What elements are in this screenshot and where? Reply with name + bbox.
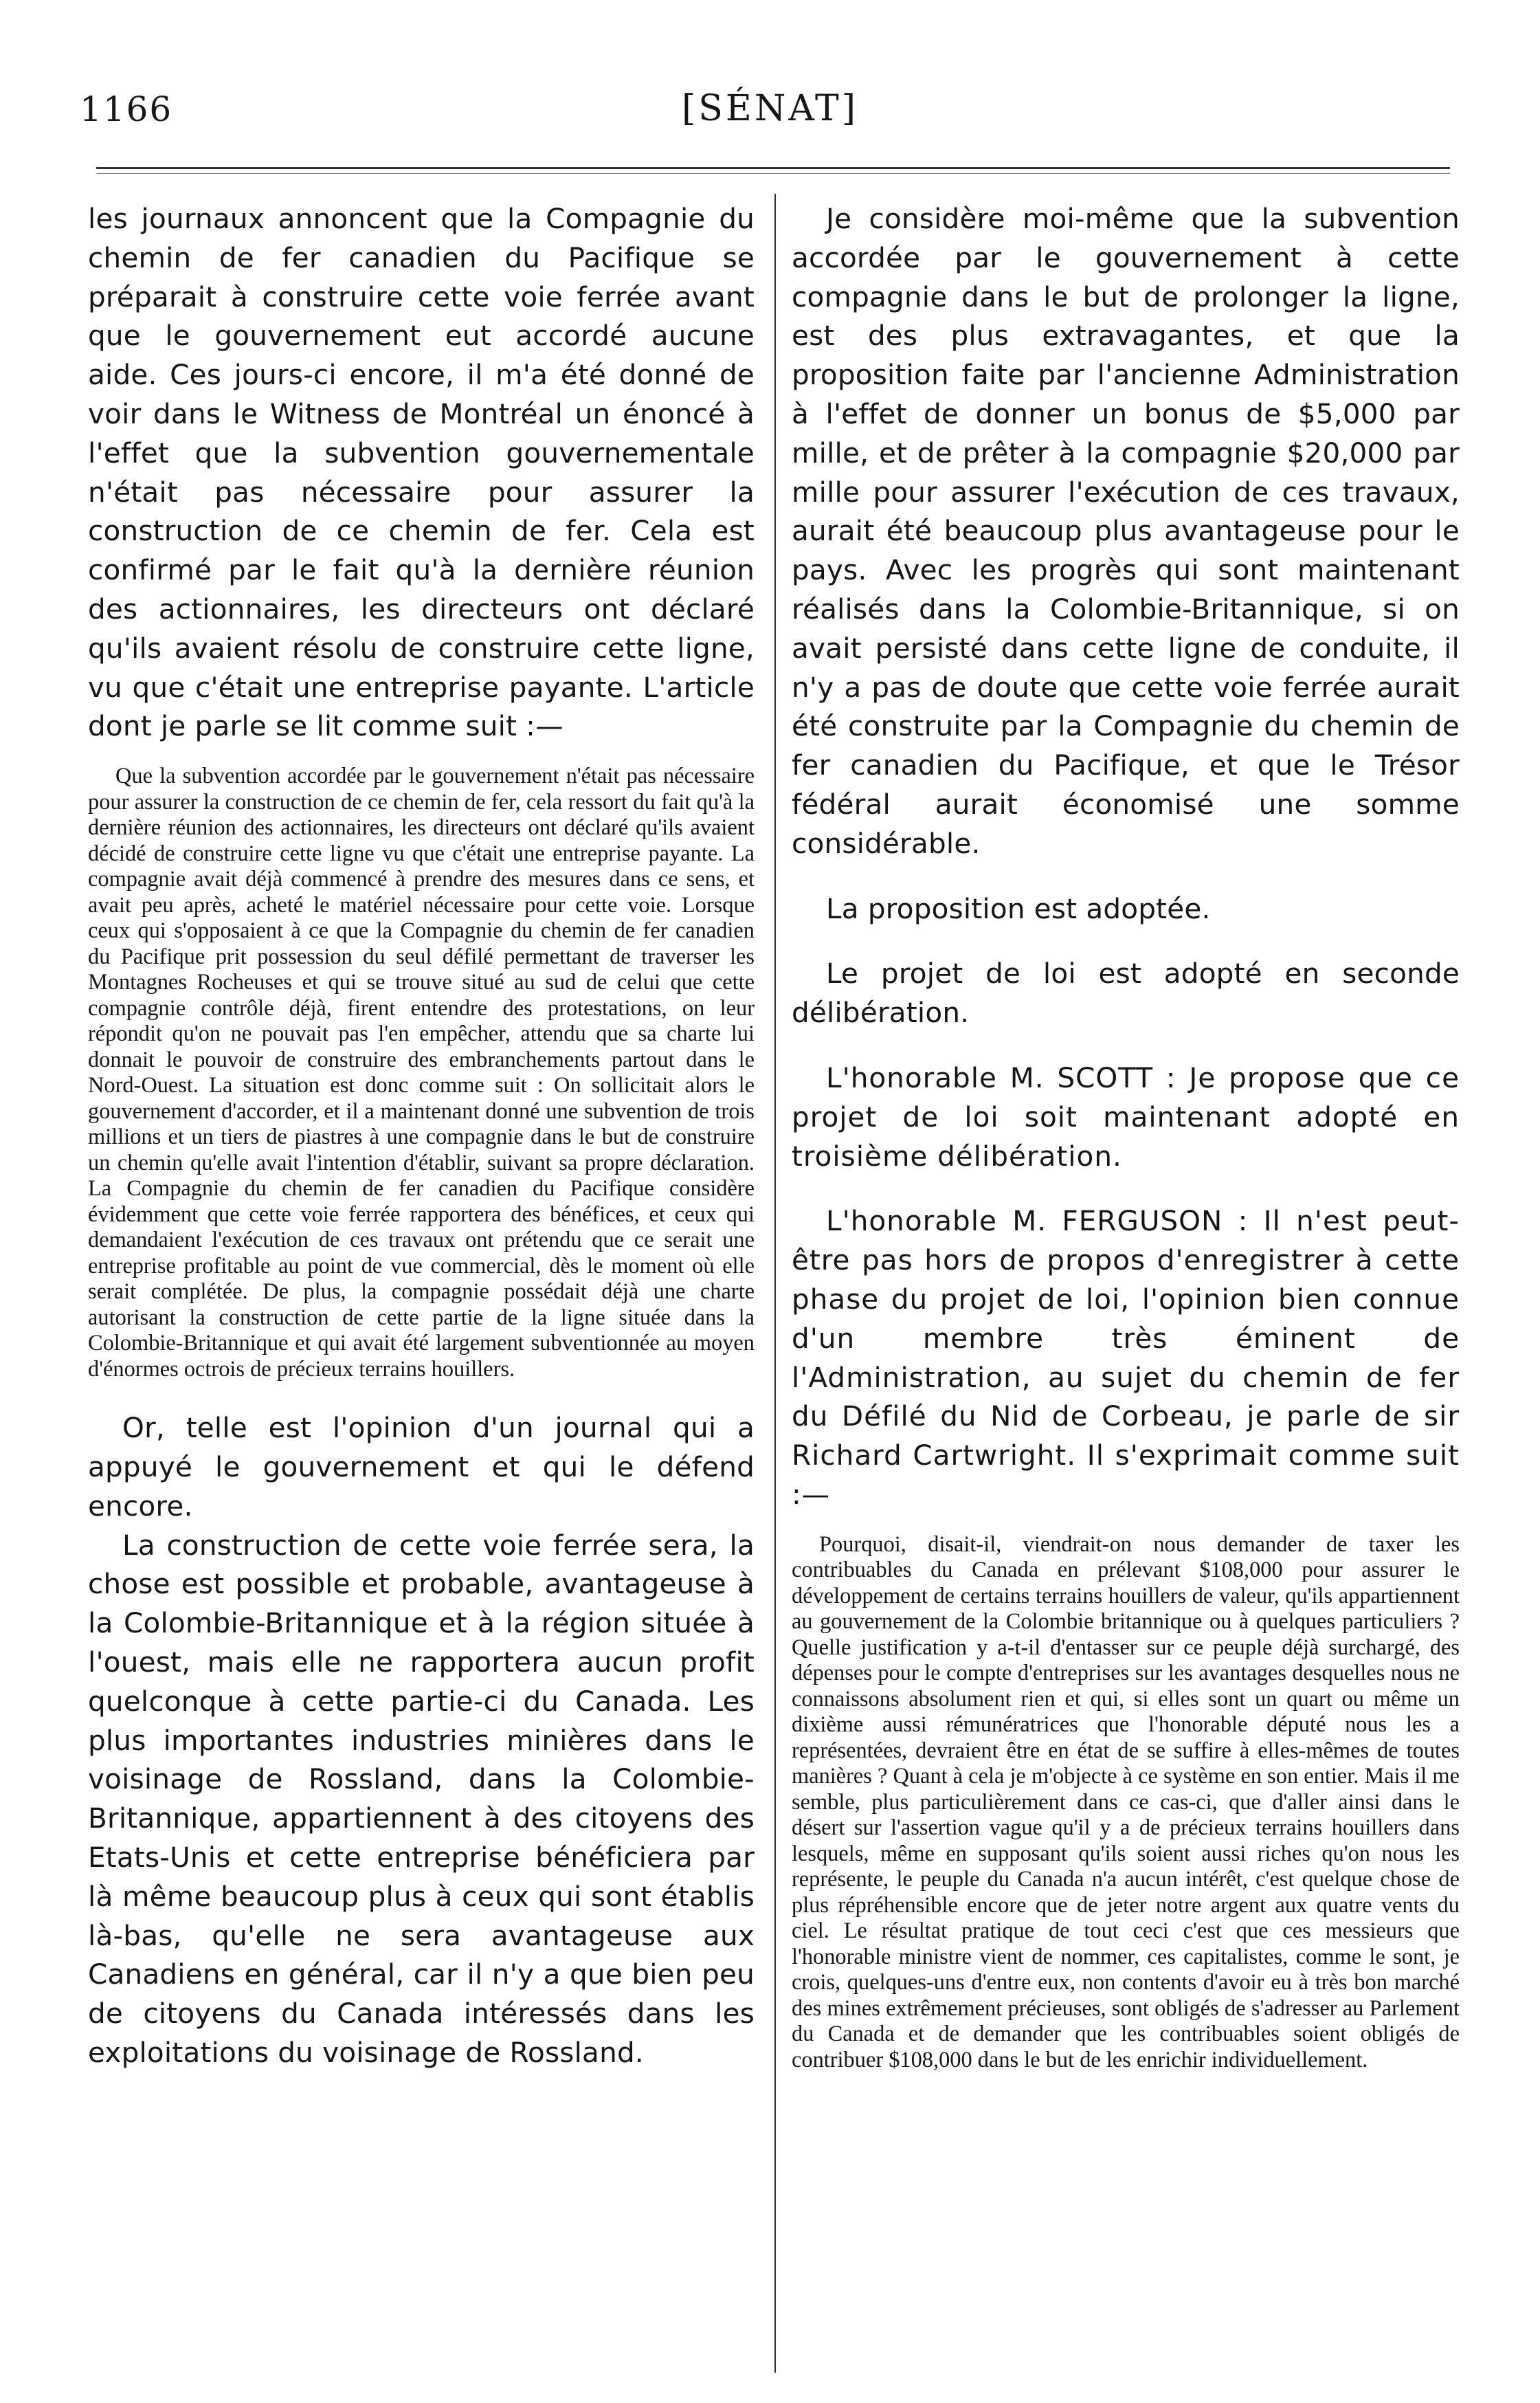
header-rule-thin <box>96 173 1450 174</box>
header-rule <box>96 167 1450 169</box>
left-quotation: Que la subvention accordée par le gouvernement n'était pas nécessaire pour assurer la construction de ce chemin de fer, cela ressort du fait qu'à la dernière réunion des actionnaires, les directeurs ont déclaré qu'ils avaient décidé de construire cette ligne vu que c'était une entreprise payante. La compagnie avait déjà commencé à prendre des mesures dans ce sens, et avait peu après, acheté le matériel nécessaire pour cette voie. Lorsque ceux qui s'opposaient à ce que la Compagnie du chemin de fer canadien du Pacifique prit possession du seul défilé permettant de traverser les Montagnes Rocheuses et qui se trouve situé au sud de celui que cette compagnie contrôle déjà, firent entendre des protestations, on leur répondit qu'on ne pouvait pas l'en empêcher, attendu que sa charte lui donnait le pouvoir de construire des embranchements partout dans le Nord-Ouest. La situation est donc comme suit : On sollicitait alors le gouvernement d'accorder, et il a maintenant donné une subvention de trois millions et un tiers de piastres à une compagnie dans le but de construire un chemin qu'elle avait l'intention d'établir, suivant sa propre déclaration. La Compagnie du chemin de fer canadien du Pacifique considère évidemment que cette voie ferrée rapportera des bénéfices, et ceux qui demandaient l'exécution de ces travaux ont prétendu que ce serait une entreprise profitable au point de vue commercial, dès le moment où elle serait complétée. De plus, la compagnie possédait déjà une charte autorisant la construction de cette partie de la ligne située dans la Colombie-Britannique et qui avait été largement subventionnée au moyen d'énormes octrois de précieux terrains houillers. <box>88 764 755 1382</box>
motion-second-reading: Le projet de loi est adopté en seconde délibération. <box>792 957 1460 1030</box>
right-quotation: Pourquoi, disait-il, viendrait-on nous demander de taxer les contribuables du Canada en prélevant $108,000 pour assurer le développement de certains terrains houillers de valeur, qu'ils appartiennent au gouvernement de la Colombie britannique ou à quelques particuliers ? Quelle justification y a-t-il d'entasser sur ce peuple déjà surchargé, des dépenses pour le compte d'entreprises sur les avantages desquelles nous ne connaissons absolument rien et qui, si elles sont un quart ou même un dixième aussi rémunératrices que l'honorable député nous les a représentées, devraient être en état de se suffire à elles-mêmes de toutes manières ? Quant à cela je m'objecte à ce système en son entier. Mais il me semble, plus particulièrement dans ce cas-ci, que d'aller ainsi dans le désert sur l'assertion vague qu'il y a de précieux terrains houillers dans lesquels, même en supposant qu'ils soient aussi riches qu'on nous les représente, le peuple du Canada n'a aucun intérêt, c'est quelque chose de plus répréhensible encore que de jeter notre argent aux quatre vents du ciel. Le résultat pratique de tout ceci c'est que ces messieurs que l'honorable ministre vient de nommer, ces capitalistes, comme le sont, je crois, quelques-uns d'entre eux, non contents d'avoir eu à très bon marché des mines extrêmement précieuses, sont obligés de s'adresser au Parlement du Canada et de demander que les contribuables soient obligés de contribuer $108,000 dans le but de les enrichir individuellement. <box>792 1531 1460 2072</box>
left-paragraph-3: La construction de cette voie ferrée sera, la chose est possible et probable, avantageuse à la Colombie-Britannique et à la région située à l'ouest, mais elle ne rapportera aucun profit quelconque à cette partie-ci du Canada. Les plus importantes industries minières dans le voisinage de Rossland, dans la Colombie-Britannique, appartiennent à des citoyens des Etats-Unis et cette entreprise bénéficiera par là même beaucoup plus à ceux qui sont établis là-bas, qu'elle ne sera avantageuse aux Canadiens en général, car il n'y a que bien peu de citoyens du Canada intéressés dans les exploitations du voisinage de Rossland. <box>88 1528 755 2069</box>
page-number: 1166 <box>80 89 173 129</box>
motion-adopted: La proposition est adoptée. <box>826 892 1211 925</box>
column-divider <box>774 194 776 2373</box>
right-paragraph-1: Je considère moi-même que la subvention accordée par le gouvernement à cette compagnie dans le but de prolonger la ligne, est des plus extravagantes, et que la proposition faite par l'ancienne Administration à l'effet de donner un bonus de $5,000 par mille, et de prêter à la compagnie $20,000 par mille pour assurer l'exécution de ces travaux, aurait été beaucoup plus avantageuse pour le pays. Avec les progrès qui sont maintenant réalisés dans la Colombie-Britannique, si on avait persisté dans cette ligne de conduite, il n'y a pas de doute que cette voie ferrée aurait été construite par la Compagnie du chemin de fer canadien du Pacifique, et que le Trésor fédéral aurait économisé une somme considérable. <box>792 202 1460 860</box>
speech-ferguson: L'honorable M. FERGUSON : Il n'est peut-être pas hors de propos d'enregistrer à cette phase du projet de loi, l'opinion bien connue d'un membre très éminent de l'Administration, au sujet du chemin de fer du Défilé du Nid de Corbeau, je parle de sir Richard Cartwright. Il s'exprimait comme suit :— <box>792 1204 1460 1511</box>
left-column <box>88 199 755 2365</box>
left-paragraph-2: Or, telle est l'opinion d'un journal qui a appuyé le gouvernement et qui le défend encore. <box>88 1411 755 1522</box>
left-paragraph-1: les journaux annoncent que la Compagnie du chemin de fer canadien du Pacifique se préparait à construire cette voie ferrée avant que le gouvernement eut accordé aucune aide. Ces jours-ci encore, il m'a été donné de voir dans le Witness de Montréal un énoncé à l'effet que la subvention gouvernementale n'était pas nécessaire pour assurer la construction de ce chemin de fer. Cela est confirmé par le fait qu'à la dernière réunion des actionnaires, les directeurs ont déclaré qu'ils avaient résolu de construire cette ligne, vu que c'était une entreprise payante. L'article dont je parle se lit comme suit :— <box>88 202 755 743</box>
speech-scott: L'honorable M. SCOTT : Je propose que ce projet de loi soit maintenant adopté en troisième délibération. <box>792 1061 1460 1173</box>
right-column <box>792 199 1460 2365</box>
running-head: [SÉNAT] <box>681 88 859 129</box>
